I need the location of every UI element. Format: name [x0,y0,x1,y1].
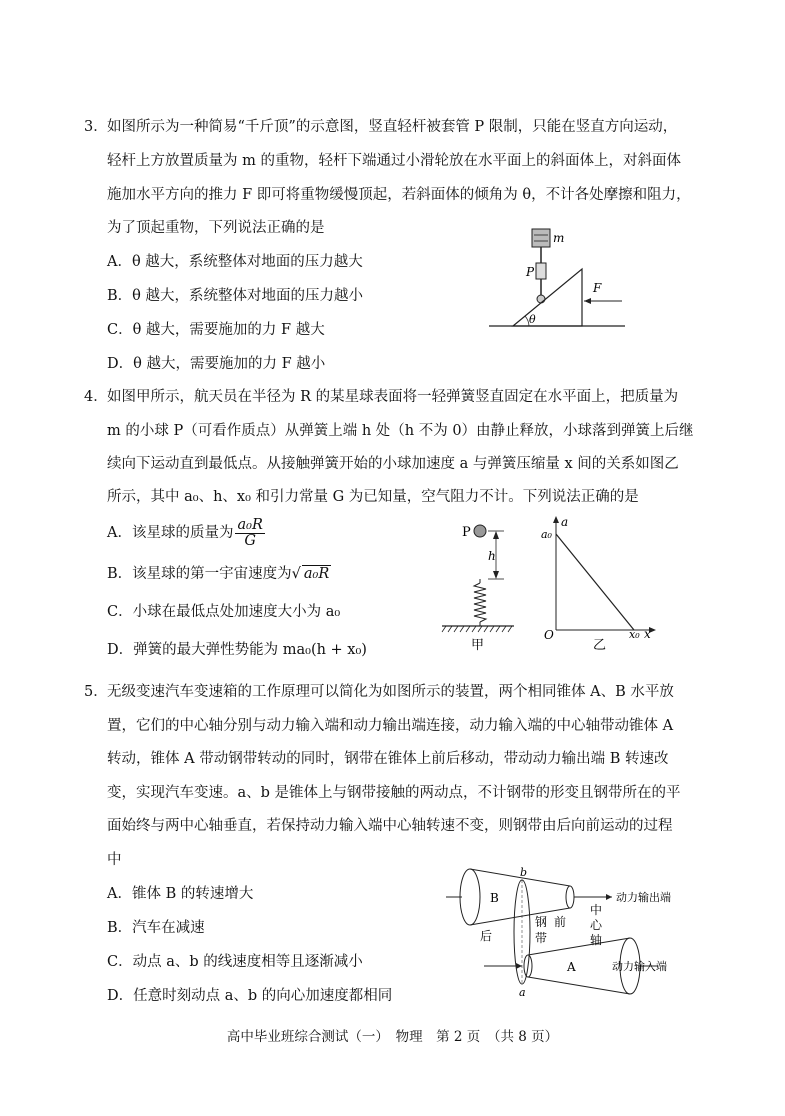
q5-label-hou: 后 [480,929,493,943]
q5-line-6: 中 [107,852,122,868]
q3-option-a: A．θ 越大，系统整体对地面的压力越大 [107,254,363,270]
q3-option-d: D．θ 越大，需要施加的力 F 越小 [107,356,326,372]
q4-option-a-denominator: G [244,532,256,549]
q5-label-output: 动力输出端 [616,891,671,904]
q5-line-4: 变，实现汽车变速。a、b 是锥体上与钢带接触的两动点，不计钢带的形变且钢带所在的平 [107,785,681,801]
q4-spring-diagram [440,515,520,655]
q5-label-xin: 心 [590,918,603,932]
q4-option-b: B．该星球的第一宇宙速度为√ a₀R [107,566,330,582]
q4-option-d: D．弹簧的最大弹性势能为 ma₀(h + x₀) [107,642,367,658]
q3-label-theta: θ [529,313,536,326]
q4-label-O: O [544,628,554,642]
q4-label-h: h [488,549,496,563]
q4-option-a-fraction [235,518,264,549]
q3-line-1: 如图所示为一种简易“千斤顶”的示意图，竖直轻杆被套管 P 限制，只能在竖直方向运动， [107,119,678,135]
q3-line-3: 施加水平方向的推力 F 即可将重物缓慢顶起，若斜面体的倾角为 θ，不计各处摩擦和阻力， [107,187,691,203]
q5-label-a: a [519,986,526,999]
q3-jack-diagram [485,225,635,330]
q5-label-A: A [567,960,576,974]
q4-acceleration-graph [536,512,661,652]
page-footer: 高中毕业班综合测试（一） 物理 第 2 页 （共 8 页） [226,1029,559,1045]
q5-cvt-diagram [440,862,730,1000]
q5-label-gang: 钢 [535,915,548,929]
q4-label-jia: 甲 [471,638,485,653]
q5-line-2: 置，它们的中心轴分别与动力输入端和动力输出端连接，动力输入端的中心轴带动锥体 A [107,718,674,734]
q5-label-zhong: 中 [590,903,603,917]
q5-option-d: D．任意时刻动点 a、b 的向心加速度都相同 [107,988,393,1004]
q5-line-1: 无级变速汽车变速箱的工作原理可以简化为如图所示的装置，两个相同锥体 A、B 水平放 [107,684,674,700]
q4-line-1: 如图甲所示，航天员在半径为 R 的某星球表面将一轻弹簧竖直固定在水平面上，把质量为 [107,389,679,405]
q5-line-5: 面始终与两中心轴垂直，若保持动力输入端中心轴转速不变，则钢带由后向前运动的过程 [107,818,673,834]
q5-line-3: 转动，锥体 A 带动钢带转动的同时，钢带在锥体上前后移动，带动动力输出端 B 转速改 [107,751,669,767]
q3-label-P: P [526,265,535,279]
q4-number: 4． [84,389,108,405]
q3-number: 3． [84,119,108,135]
q5-option-c: C．动点 a、b 的线速度相等且逐渐减小 [107,954,363,970]
q4-option-a-text: A．该星球的质量为 [107,525,234,541]
q3-line-2: 轻杆上方放置质量为 m 的重物，轻杆下端通过小滑轮放在水平面上的斜面体上，对斜面体 [107,153,681,169]
q4-label-x: x [644,627,651,641]
q5-label-qian: 前 [554,915,567,929]
q5-number: 5． [84,684,108,700]
q4-line-3: 续向下运动直到最低点。从接触弹簧开始的小球加速度 a 与弹簧压缩量 x 间的关系如图乙 [107,456,679,472]
q3-option-c: C．θ 越大，需要施加的力 F 越大 [107,322,325,338]
q4-option-b-sqrt: a₀R [303,566,330,582]
q3-label-m: m [553,231,565,245]
q3-label-F: F [593,281,602,295]
q4-label-yi: 乙 [593,638,607,652]
q4-line-4: 所示，其中 a₀、h、x₀ 和引力常量 G 为已知量，空气阻力不计。下列说法正确的是 [107,489,639,505]
q4-option-a [107,516,267,550]
q5-label-B: B [490,891,499,905]
q4-label-a0: a₀ [541,528,552,541]
q4-option-a-numerator: a₀R [237,516,263,533]
q4-option-c: C．小球在最低点处加速度大小为 a₀ [107,604,341,620]
q5-label-b: b [520,866,528,879]
q4-label-P: P [462,525,471,540]
q3-line-4: 为了顶起重物，下列说法正确的是 [107,220,325,236]
q4-label-a: a [561,515,569,529]
q3-option-b: B．θ 越大，系统整体对地面的压力越小 [107,288,363,304]
q5-label-zhou: 轴 [590,933,603,947]
q4-label-x0: x₀ [629,628,640,641]
q4-option-b-text: B．该星球的第一宇宙速度为 [107,566,292,582]
q4-line-2: m 的小球 P（可看作质点）从弹簧上端 h 处（h 不为 0）由静止释放，小球落到弹簧上后继 [107,423,694,439]
q5-option-b: B．汽车在减速 [107,920,205,936]
q5-option-a: A．锥体 B 的转速增大 [107,886,254,902]
q5-label-input: 动力输入端 [612,960,667,973]
q5-label-dai: 带 [535,931,548,945]
